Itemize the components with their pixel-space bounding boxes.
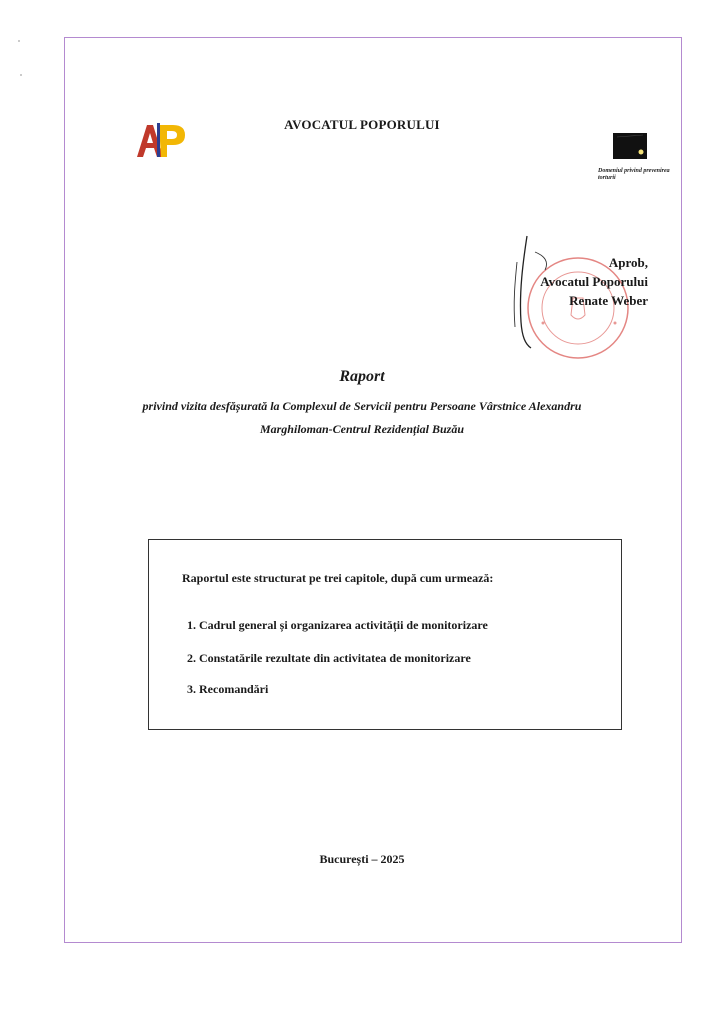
report-subtitle: privind vizita desfășurată la Complexul de Servicii pentru Persoane Vârstnice Alexandru Marghiloman-Centrul Rezidențial Buzău — [142, 399, 582, 436]
report-title: Raport — [339, 368, 385, 385]
contents-intro: Raportul este structurat pe trei capitole, după cum urmează: — [182, 571, 494, 585]
npm-caption: Domeniul privind prevenirea torturii — [598, 168, 670, 181]
approval-line: Aprob, — [608, 255, 648, 270]
scan-speck — [18, 40, 20, 42]
scan-speck — [20, 74, 22, 76]
npm-logo — [613, 133, 647, 159]
approval-line: Renate Weber — [569, 293, 648, 308]
place-and-year: București – 2025 — [319, 852, 405, 866]
approval-block — [528, 253, 648, 310]
contents-item: 1. Cadrul general și organizarea activității de monitorizare — [187, 618, 488, 632]
approval-line: Avocatul Poporului — [540, 274, 648, 289]
contents-item: 3. Recomandări — [187, 682, 269, 696]
contents-box — [148, 539, 622, 730]
page-border — [64, 37, 682, 943]
org-title: AVOCATUL POPORULUI — [284, 117, 440, 132]
contents-item: 2. Constatările rezultate din activitatea de monitorizare — [187, 651, 471, 665]
